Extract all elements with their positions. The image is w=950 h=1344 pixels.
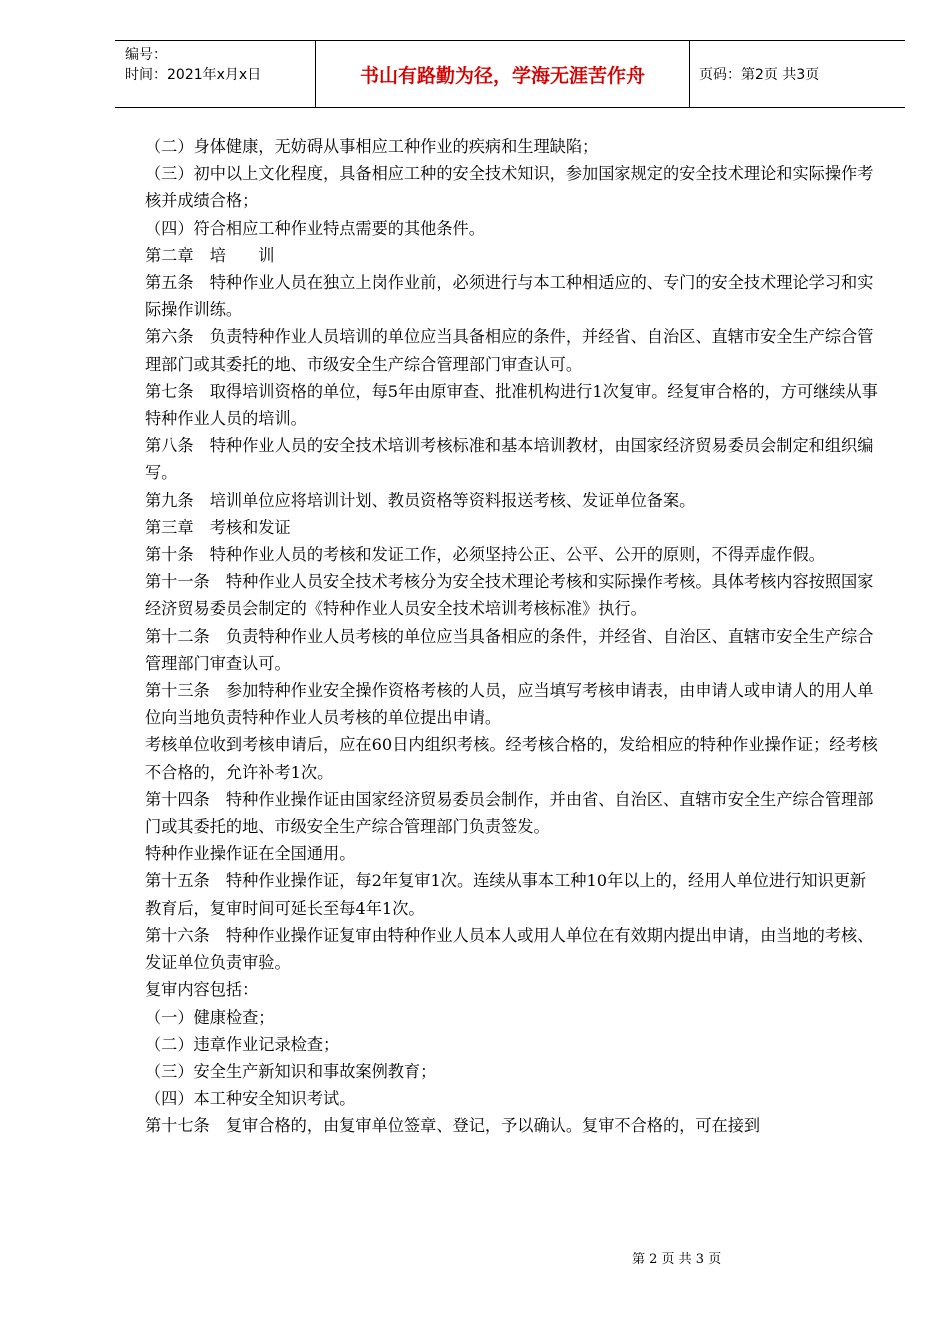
paragraph: 复审内容包括： <box>145 980 259 1000</box>
paragraph: 考核单位收到考核申请后，应在60日内组织考核。经考核合格的，发给相应的特种作业操作证；经考核不合格的，允许补考1次。 <box>145 735 878 782</box>
paragraph: （四）符合相应工种作业特点需要的其他条件。 <box>145 218 485 238</box>
paragraph: 第八条 特种作业人员的安全技术培训考核标准和基本培训教材，由国家经济贸易委员会制定和组织编写。 <box>145 436 874 483</box>
list-item: （二）违章作业记录检查； <box>145 1034 340 1054</box>
paragraph: 第五条 特种作业人员在独立上岗作业前，必须进行与本工种相适应的、专门的安全技术理论学习和实际操作训练。 <box>145 273 874 320</box>
chapter-heading: 第二章 培 训 <box>145 245 275 265</box>
paragraph: 第十三条 参加特种作业安全操作资格考核的人员，应当填写考核申请表，由申请人或申请人的用人单位向当地负责特种作业人员考核的单位提出申请。 <box>145 681 874 728</box>
list-item: （一）健康检查； <box>145 1007 275 1027</box>
paragraph: （三）初中以上文化程度，具备相应工种的安全技术知识，参加国家规定的安全技术理论和实际操作考核并成绩合格； <box>145 164 874 211</box>
paragraph: 第十五条 特种作业操作证，每2年复审1次。连续从事本工种10年以上的，经用人单位进行知识更新教育后，复审时间可延长至每4年1次。 <box>145 871 867 918</box>
paragraph: （二）身体健康，无妨碍从事相应工种作业的疾病和生理缺陷； <box>145 137 599 156</box>
chapter-heading: 第三章 考核和发证 <box>145 517 291 537</box>
document-body <box>145 133 880 1140</box>
time-label: 时间：2021年x月x日 <box>125 67 262 83</box>
paragraph: 第九条 培训单位应将培训计划、教员资格等资料报送考核、发证单位备案。 <box>145 490 696 510</box>
paragraph: 特种作业操作证在全国通用。 <box>145 844 356 864</box>
paragraph: 第十二条 负责特种作业人员考核的单位应当具备相应的条件，并经省、自治区、直辖市安全生产综合管理部门审查认可。 <box>145 626 874 673</box>
document-header <box>115 40 905 108</box>
paragraph: 第七条 取得培训资格的单位，每5年由原审查、批准机构进行1次复审。经复审合格的，方可继续从事特种作业人员的培训。 <box>145 381 878 429</box>
paragraph: 第十七条 复审合格的，由复审单位签章、登记，予以确认。复审不合格的，可在接到 <box>145 1116 761 1136</box>
paragraph: 第十一条 特种作业人员安全技术考核分为安全技术理论考核和实际操作考核。具体考核内容按照国家经济贸易委员会制定的《特种作业人员安全技术培训考核标准》执行。 <box>145 572 874 619</box>
paragraph: 第十条 特种作业人员的考核和发证工作，必须坚持公正、公平、公开的原则，不得弄虚作假。 <box>145 545 825 565</box>
header-motto: 书山有路勤为径，学海无涯苦作舟 <box>316 41 690 107</box>
list-item: （三）安全生产新知识和事故案例教育； <box>145 1061 437 1081</box>
list-item: （四）本工种安全知识考试。 <box>145 1089 356 1109</box>
paragraph: 第十四条 特种作业操作证由国家经济贸易委员会制作，并由省、自治区、直辖市安全生产综合管理部门或其委托的地、市级安全生产综合管理部门负责签发。 <box>145 789 874 837</box>
paragraph: 第六条 负责特种作业人员培训的单位应当具备相应的条件，并经省、自治区、直辖市安全生产综合管理部门或其委托的地、市级安全生产综合管理部门审查认可。 <box>145 327 874 374</box>
number-label: 编号： <box>125 47 167 63</box>
footer-page-number: 第 2 页 共 3 页 <box>632 1252 722 1267</box>
paragraph: 第十六条 特种作业操作证复审由特种作业人员本人或用人单位在有效期内提出申请，由当地的考核、发证单位负责审验。 <box>145 925 874 973</box>
header-meta-cell <box>115 41 316 107</box>
header-page-info: 页码：第2页 共3页 <box>699 67 820 83</box>
